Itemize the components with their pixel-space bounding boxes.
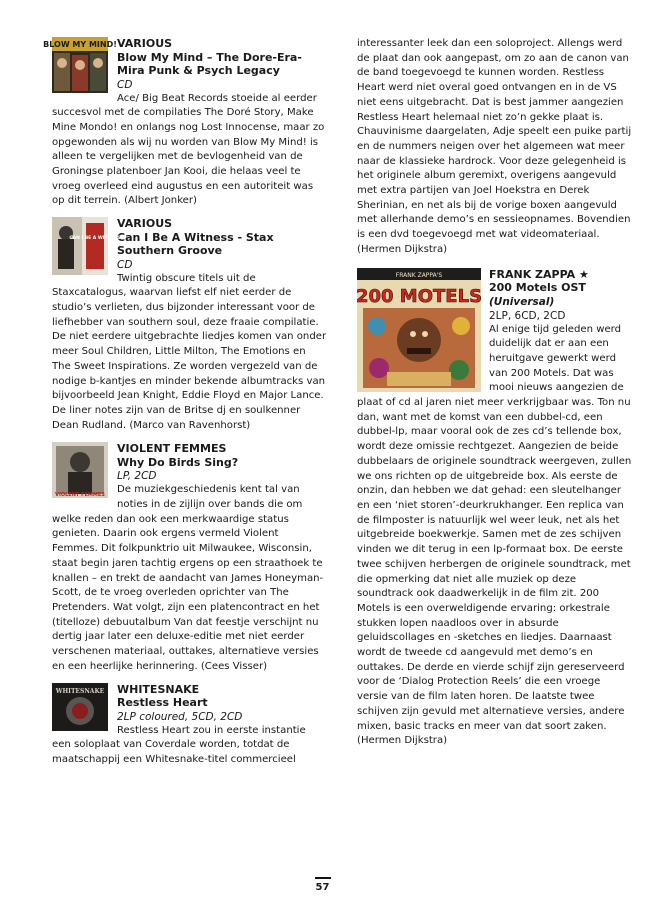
cover-text: 200 MOTELS — [355, 285, 483, 307]
artist-name: WHITESNAKE — [117, 682, 200, 696]
review-text: Al enige tijd geleden werd duidelijk dat er aan een heruitgave gewerkt werd van 200 Motels. Dat was mooi nieuws aangezien de plaat of cd al jaren niet meer verkrijgbaar was. Ton nu dan, want met de komst van een dubbel-cd, een dubbel-lp, maar vooral ook de zes cd’s tellende box, wordt deze omissie rechtgezet. Aangezien de beide dubbelaars de originele soundtrack weergeven, zullen we ons richten op de uitgebreide box. Als eerste de onzin, dan hebben we dat gehad: een sleutelhanger en een ‘niet storen’-deurkrukhanger. Een replica van de filmposter is natuurlijk wel weer leuk, net als het uitgebreide boekwerkje. Samen met de zes schijven vinden we dit terug in een lp-formaat box. De eerste twee schijven herbergen de originele soundtrack, met die opmerking dat niet alle muziek op deze soundtrack ook daadwerkelijk in de film zit. 200 Motels is een overweldigende ervaring: orkestrale stukken lopen naadloos over in absurde geluidscollages en -sketches en liedjes. Daarnaast wordt de tweede cd aangevuld met demo’s en outtakes. De derde en vierde schijf zijn gereserveerd voor de ‘Dialog Protection Reels’ die een vroege versie van de film laten horen. De laatste twee schijven zijn gevuld met alternatieve versies, andere mixen, basic tracks en meer van dat soort zaken. (Hermen Dijkstra) — [357, 323, 632, 747]
release-format: CD — [117, 258, 133, 271]
page-number: 57 — [315, 882, 330, 893]
album-title: Blow My Mind – The Dore-Era-Mira Punk & Psych Legacy — [117, 50, 302, 77]
cover-top-text: FRANK ZAPPA'S — [395, 271, 443, 279]
album-title: Restless Heart — [117, 696, 208, 709]
page-footer — [0, 877, 645, 893]
200-motels-cover — [357, 268, 481, 392]
review-text: interessanter leek dan een soloproject. Allengs werd de plaat dan ook aangepast, om zo aan de canon van de band toegevoegd te kunnen worden. Restless Heart werd niet overal goed ontvangen en in de VS niet eens uitgebracht. Dat is best jammer aangezien Restless Heart helemaal niet zo’n gekke plaat is. Chauvinisme daargelaten, Adje speelt een puike partij en de nummers neigen over het algemeen wat meer naar de klassieke hardrock. Voor deze gelegenheid is het originele album geremixt, overigens aangevuld met extra partijen van Joel Hoekstra en Derek Sherinian, en net als bij de vorige boxen aangevuld met allerhande demo’s en sessieopnames. Bovendien is een dvd toegevoegd met wat videomateriaal. (Hermen Dijkstra) — [357, 38, 632, 255]
cover-text: BLOW MY MIND! — [43, 40, 117, 49]
violent-femmes-cover — [52, 442, 108, 498]
artist-name: VARIOUS — [117, 37, 173, 50]
artist-name: VIOLENT FEMMES — [117, 442, 227, 456]
review-whitesnake-continued — [357, 37, 632, 258]
review-text: Restless Heart zou in eerste instantie een soloplaat van Coverdale worden, totdat de maatschappij een Whitesnake-titel commercieel — [52, 724, 306, 765]
review-violent-femmes — [52, 442, 327, 674]
review-frank-zappa — [357, 268, 632, 749]
star-icon: ★ — [579, 267, 589, 281]
artist-name: VARIOUS — [117, 217, 173, 231]
review-text: Ace/ Big Beat Records stoeide al eerder succesvol met de compilaties The Doré Story, Make Mine Mondo! en onlangs nog Lost Innocense, maar zo opgewonden als wij nu worden van Blow My Mind! is alleen te vergelijken met de bevlogenheid van de Groningse platenboer Jan Kooi, die helaas veel te vroeg overleed eind augustus en een autoriteit was op dit terrein. (Albert Jonker) — [52, 92, 325, 207]
artist-name-text: FRANK ZAPPA — [489, 267, 576, 281]
can-i-be-a-witness-cover — [52, 217, 121, 275]
review-whitesnake — [52, 683, 327, 768]
review-blow-my-mind — [43, 37, 327, 209]
whitesnake-cover — [52, 683, 108, 731]
right-column — [357, 37, 632, 749]
release-format: 2LP, 6CD, 2CD — [489, 309, 566, 322]
review-text: Twintig obscure titels uit de Staxcatalogus, waarvan liefst elf niet eerder de studio’s verlieten, dus bijzonder interessant voor de liefhebber van southern soul, deze fraaie compilatie. De niet eerdere uitgebrachte liedjes komen van onder meer Soul Children, Little Milton, The Emotions en The Sweet Inspirations. Ze worden vergezeld van de nodige b-kantjes en minder bekende albumtracks van bijvoorbeeld Jean Knight, Eddie Floyd en Major Lance. De liner notes zijn van de Britse dj en soulkenner Dean Rudland. (Marco van Ravenhorst) — [52, 272, 327, 431]
cover-text: VIOLENT FEMMES — [55, 492, 105, 499]
release-format: CD — [117, 78, 133, 91]
album-title: Why Do Birds Sing? — [117, 455, 239, 469]
album-title: Can I Be A Witness - Stax Southern Groove — [117, 230, 274, 258]
review-text: De muziekgeschiedenis kent tal van noties in de zijlijn over bands die om welke reden dan ook een merkwaardige status genieten. Daarin ook ergens vermeld Violent Femmes. Dit folkpunktrio uit Milwaukee, Wisconsin, staat begin jaren tachtig ergens op een straathoek te knallen – en trekt de aandacht van James Honeyman-Scott, de te vroeg overleden oprichter van The Pretenders. Wat volgt, zijn een platencontract en het (titelloze) debuutalbum Van dat feestje verschijnt nu dertig jaar later een deluxe-editie met niet eerder verschenen materiaal, outtakes, alternatieve versies en een heerlijke herinnering. (Cees Visser) — [52, 484, 324, 672]
review-can-i-be-a-witness — [52, 217, 327, 433]
release-format: 2LP coloured, 5CD, 2CD — [117, 710, 243, 723]
review-header — [43, 37, 327, 92]
left-column — [43, 37, 327, 768]
page-number-rule — [315, 877, 331, 879]
cover-text: CAN I BE A WITNESS — [69, 236, 121, 242]
record-label: (Universal) — [489, 295, 555, 308]
album-title: 200 Motels OST — [489, 281, 586, 295]
cover-text: WHITESNAKE — [55, 687, 105, 695]
release-format: LP, 2CD — [117, 470, 157, 483]
blow-my-mind-cover — [43, 37, 117, 93]
